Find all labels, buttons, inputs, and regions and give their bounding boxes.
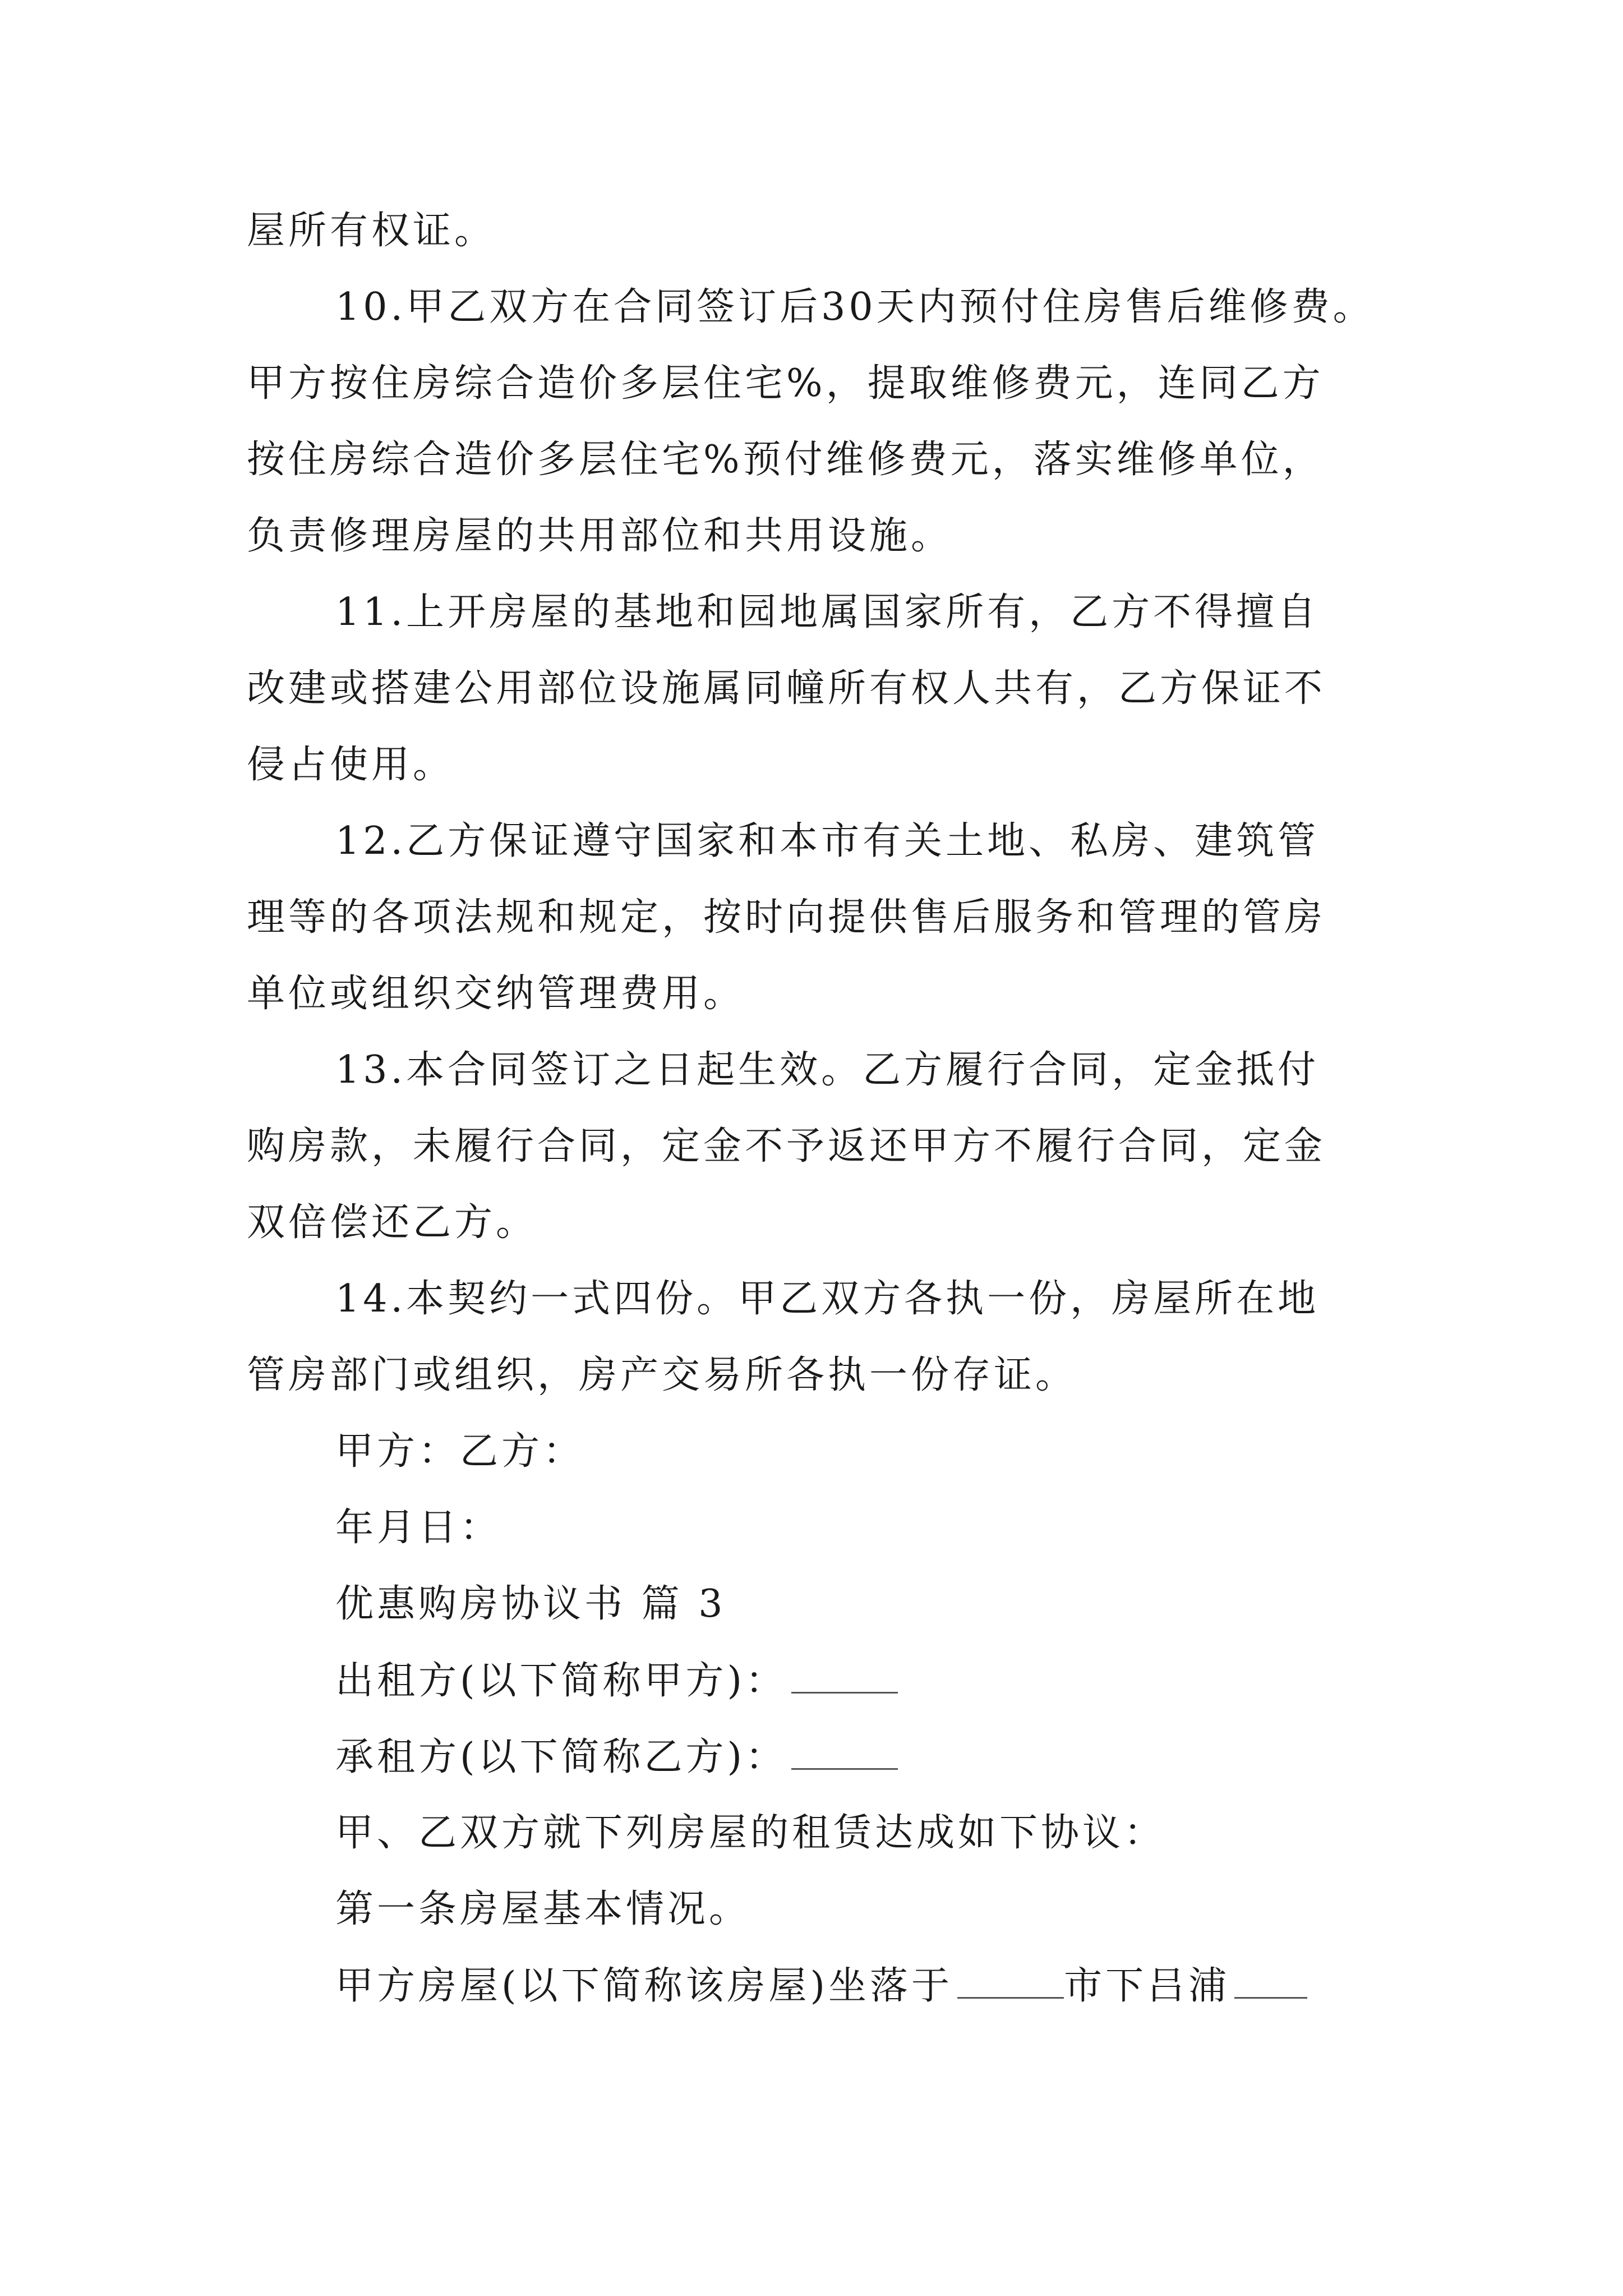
text-line: 负责修理房屋的共用部位和共用设施。 xyxy=(247,514,953,558)
clause-heading: 第一条房屋基本情况。 xyxy=(335,1887,751,1931)
lessee-line xyxy=(335,1734,898,1780)
lessor-label: 出租方(以下简称甲方)： xyxy=(335,1659,787,1703)
text-line: 屋所有权证。 xyxy=(247,209,496,253)
text-line: 12.乙方保证遵守国家和本市有关土地、私房、建筑管 xyxy=(335,819,1320,863)
lessor-blank[interactable] xyxy=(791,1658,898,1694)
date-line: 年月日： xyxy=(335,1506,502,1550)
location-label: 甲方房屋(以下简称该房屋)坐落于 xyxy=(335,1964,953,2008)
lessee-blank[interactable] xyxy=(791,1734,898,1770)
text-line: 按住房综合造价多层住宅%预付维修费元，落实维修单位， xyxy=(247,438,1324,482)
text-line: 甲、乙双方就下列房屋的租赁达成如下协议： xyxy=(335,1811,1166,1855)
section-heading: 优惠购房协议书 篇 3 xyxy=(335,1582,726,1626)
signature-line: 甲方：乙方： xyxy=(335,1429,585,1474)
city-blank[interactable] xyxy=(957,1963,1064,1999)
text-line: 甲方按住房综合造价多层住宅%，提取维修费元，连同乙方 xyxy=(247,361,1324,406)
text-line: 单位或组织交纳管理费用。 xyxy=(247,972,745,1016)
location-line xyxy=(335,1963,1307,2009)
text-line: 双倍偿还乙方。 xyxy=(247,1200,538,1245)
lessee-label: 承租方(以下简称乙方)： xyxy=(335,1735,787,1779)
district-label: 市下吕浦 xyxy=(1064,1964,1230,2008)
text-line: 管房部门或组织，房产交易所各执一份存证。 xyxy=(247,1353,1077,1397)
text-line: 14.本契约一式四份。甲乙双方各执一份，房屋所在地 xyxy=(335,1277,1320,1321)
text-line: 侵占使用。 xyxy=(247,743,455,787)
text-line: 11.上开房屋的基地和园地属国家所有，乙方不得擅自 xyxy=(335,590,1320,634)
text-line: 13.本合同签订之日起生效。乙方履行合同，定金抵付 xyxy=(335,1048,1320,1092)
lessor-line xyxy=(335,1658,898,1704)
street-blank[interactable] xyxy=(1234,1963,1307,1999)
text-line: 理等的各项法规和规定，按时向提供售后服务和管理的管房 xyxy=(247,895,1326,940)
text-line: 10.甲乙双方在合同签订后30天内预付住房售后维修费。 xyxy=(335,285,1375,329)
text-line: 购房款，未履行合同，定金不予返还甲方不履行合同，定金 xyxy=(247,1124,1326,1168)
text-line: 改建或搭建公用部位设施属同幢所有权人共有，乙方保证不 xyxy=(247,666,1326,711)
